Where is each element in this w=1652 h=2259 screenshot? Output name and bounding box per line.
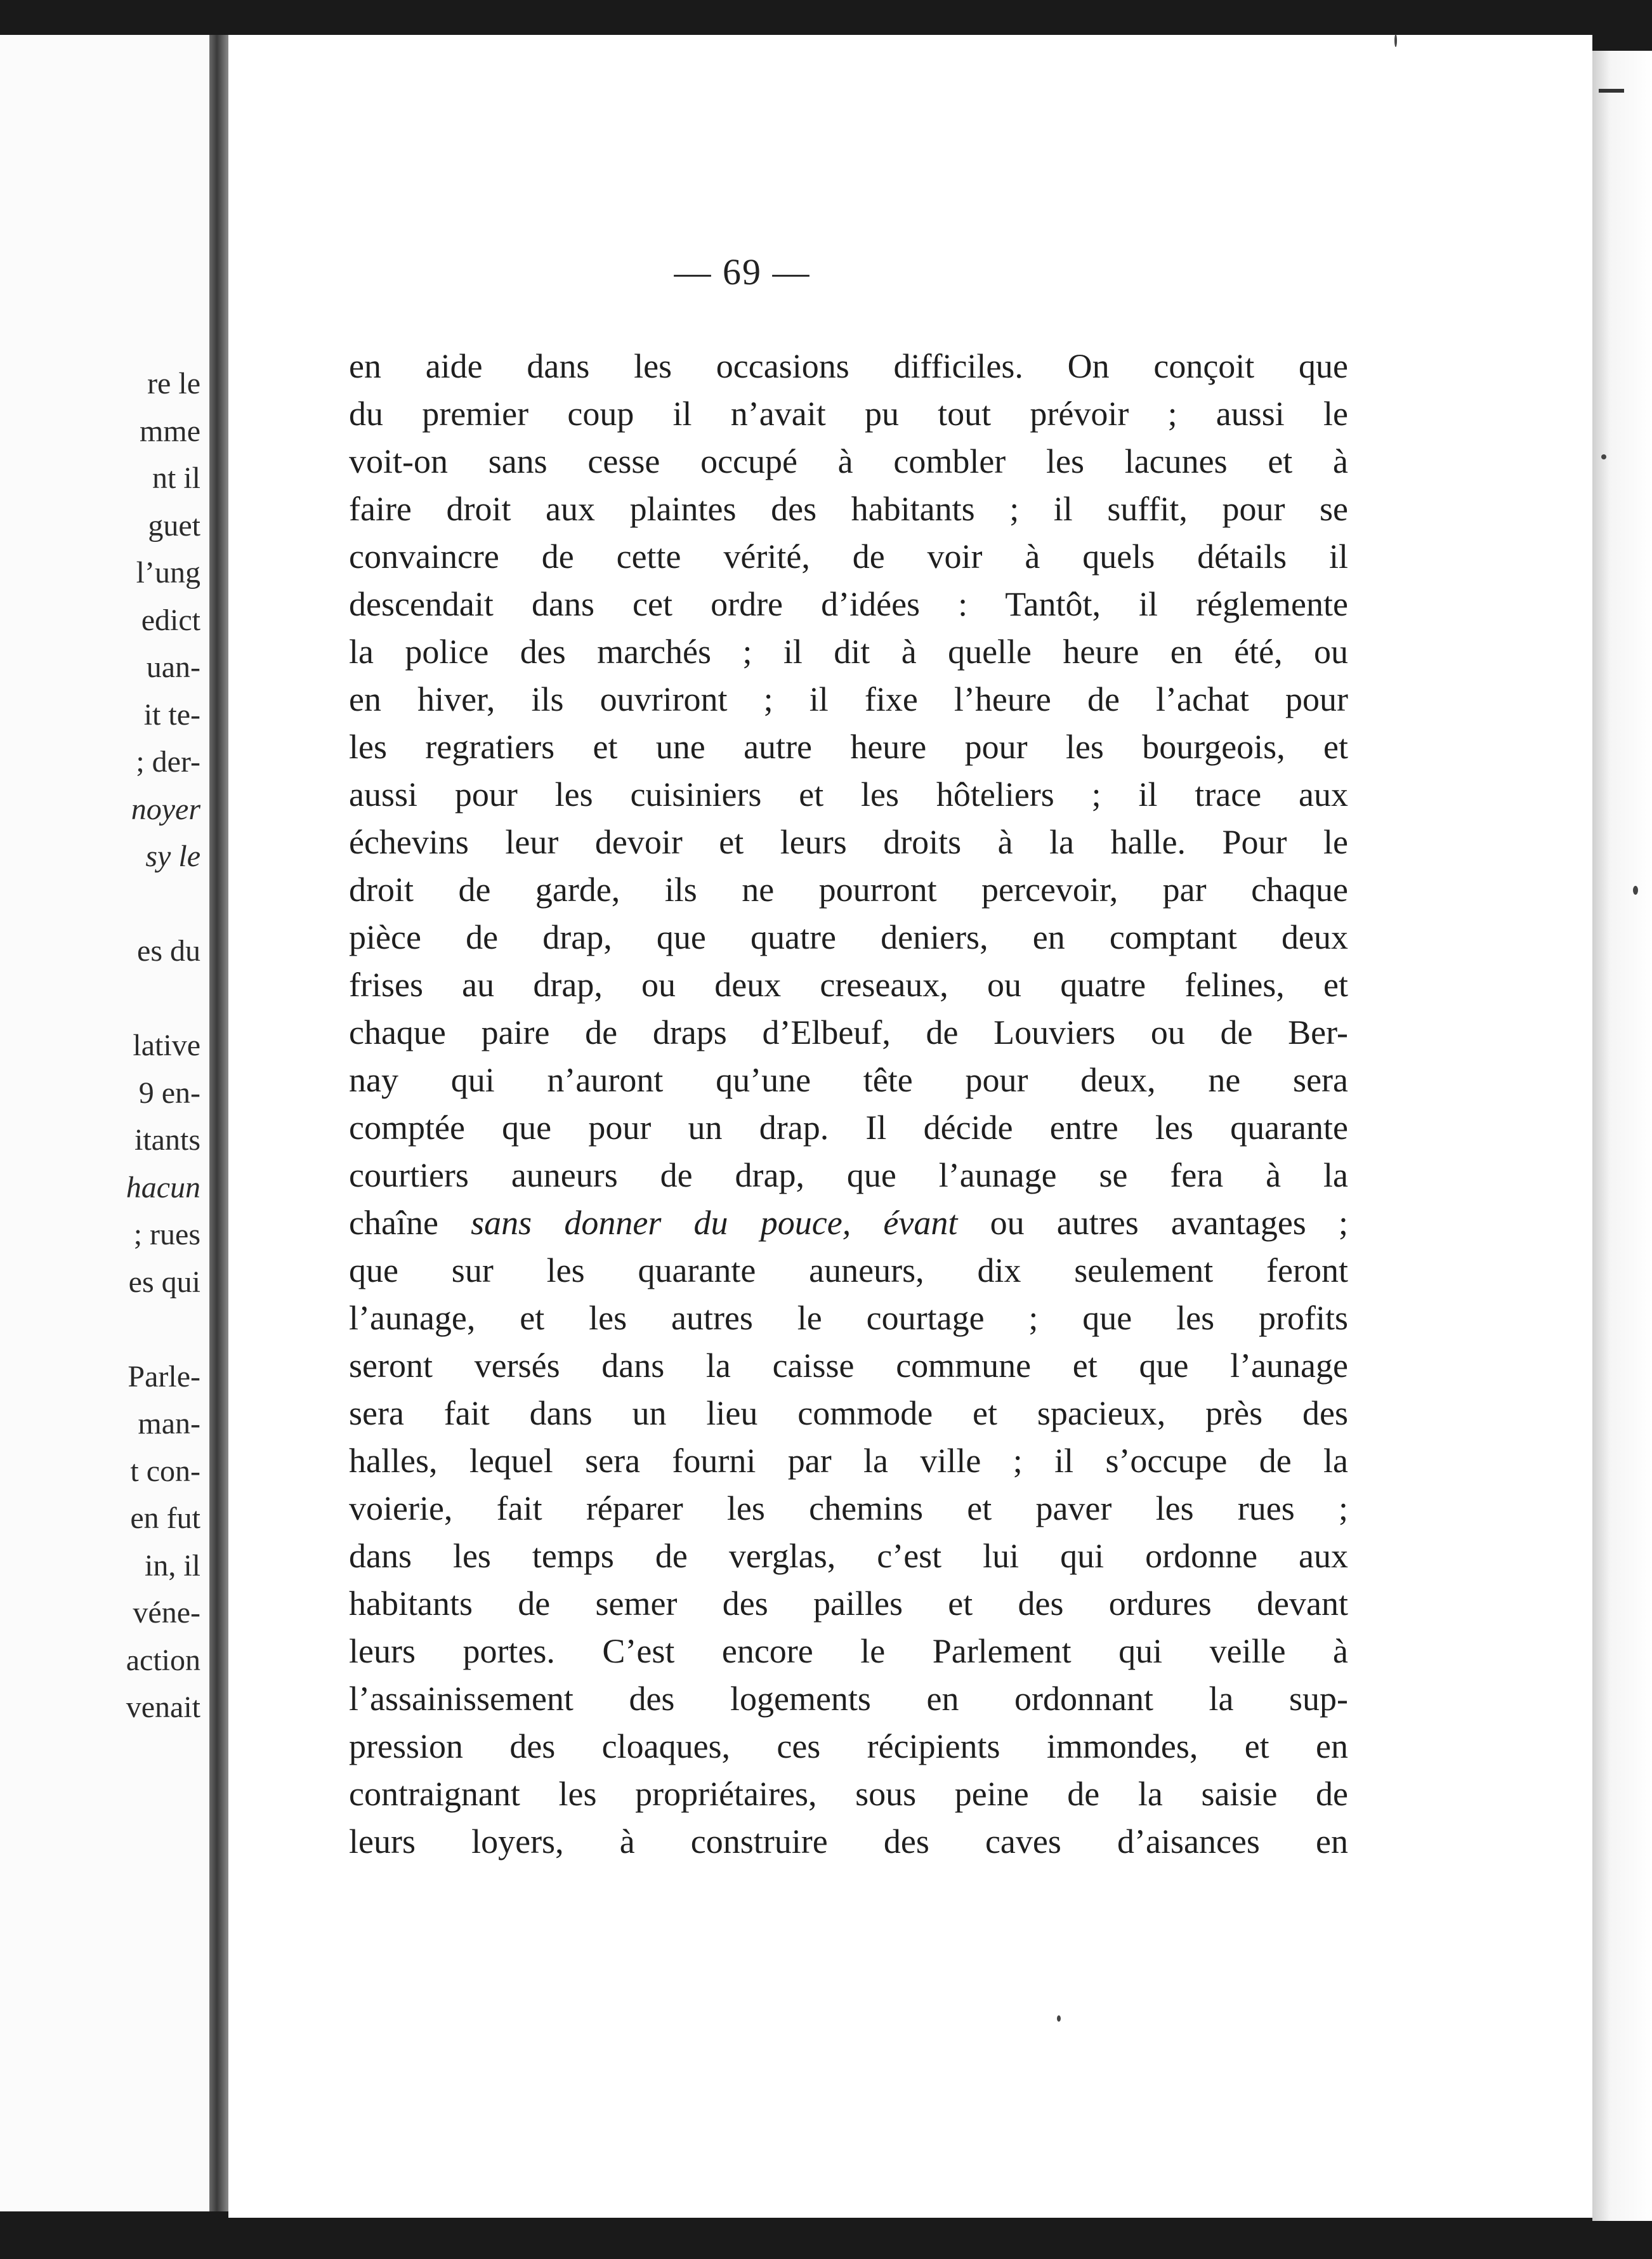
text-line — [349, 723, 1348, 770]
text-line — [349, 438, 1348, 485]
text-segment: pièce de drap, que quatre deniers, en comptant deux — [349, 918, 1348, 956]
text-segment: ou autres avantages ; — [957, 1204, 1349, 1242]
book-page — [228, 35, 1592, 2218]
left-page-fragment: edict — [141, 603, 200, 637]
left-page-fragment: man- — [138, 1407, 200, 1440]
text-segment: nay qui n’auront qu’une tête pour deux, ne sera — [349, 1061, 1348, 1099]
text-segment: leurs loyers, à construire des caves d’aisances en — [349, 1822, 1348, 1861]
left-page-fragment: es du — [137, 934, 200, 968]
left-page-fragment: en fut — [130, 1501, 200, 1535]
text-segment: chaîne — [349, 1204, 471, 1242]
text-segment: chaque paire de draps d’Elbeuf, de Louviers ou de Ber- — [349, 1013, 1348, 1051]
text-line — [349, 390, 1348, 437]
text-segment: convaincre de cette vérité, de voir à quels détails il — [349, 537, 1348, 576]
left-page-fragment: in, il — [144, 1548, 200, 1583]
text-segment: frises au drap, ou deux creseaux, ou quatre felines, et — [349, 966, 1348, 1004]
left-page-fragment: véne- — [133, 1596, 200, 1630]
edge-mark — [1599, 89, 1624, 93]
left-page-fragment: noyer — [131, 792, 200, 826]
text-line — [349, 1199, 1348, 1246]
previous-page-edge — [0, 35, 209, 2211]
left-page-fragment: nt il — [152, 461, 200, 495]
text-line — [349, 1628, 1348, 1675]
text-segment: courtiers auneurs de drap, que l’aunage se fera à la — [349, 1156, 1348, 1194]
left-page-fragment: l’ung — [136, 556, 200, 589]
text-segment: aussi pour les cuisiniers et les hôteliers ; il trace aux — [349, 775, 1348, 813]
left-page-fragment: re le — [147, 367, 200, 400]
text-line — [349, 628, 1348, 675]
left-page-fragment: ; rues — [133, 1218, 200, 1251]
text-line — [349, 1723, 1348, 1770]
text-segment: pression des cloaques, ces récipients immondes, et en — [349, 1727, 1348, 1765]
left-page-fragment: venait — [126, 1690, 200, 1724]
text-line — [349, 1009, 1348, 1056]
left-page-fragment: action — [126, 1643, 200, 1677]
text-segment: faire droit aux plaintes des habitants ; il suffit, pour se — [349, 490, 1348, 528]
text-line — [349, 676, 1348, 723]
book-gutter — [209, 35, 228, 2211]
italic-phrase: sans donner du pouce, évant — [471, 1204, 958, 1242]
text-segment: la police des marchés ; il dit à quelle heure en été, ou — [349, 633, 1348, 671]
text-segment: échevins leur devoir et leurs droits à la halle. Pour le — [349, 823, 1348, 861]
text-line — [349, 961, 1348, 1008]
text-segment: droit de garde, ils ne pourront percevoir, par chaque — [349, 871, 1348, 909]
text-segment: contraignant les propriétaires, sous peine de la saisie de — [349, 1775, 1348, 1813]
text-line — [349, 1057, 1348, 1103]
left-page-fragment: itants — [134, 1123, 200, 1157]
text-segment: leurs portes. C’est encore le Parlement qui veille à — [349, 1632, 1348, 1670]
scan-speck — [1633, 886, 1638, 895]
text-segment: comptée que pour un drap. Il décide entre les quarante — [349, 1109, 1348, 1147]
left-page-fragment: guet — [148, 508, 200, 543]
text-line — [349, 1390, 1348, 1437]
left-page-fragment: it te- — [143, 697, 200, 732]
text-segment: en hiver, ils ouvriront ; il fixe l’heure de l’achat pour — [349, 680, 1348, 718]
scan-speck — [1057, 2015, 1061, 2022]
page-number: — 69 — — [674, 251, 811, 293]
left-page-fragment: mme — [140, 414, 200, 448]
left-page-fragment: Parle- — [128, 1359, 200, 1393]
left-page-fragment: lative — [133, 1029, 200, 1062]
text-segment: voierie, fait réparer les chemins et paver les rues ; — [349, 1489, 1348, 1527]
text-segment: seront versés dans la caisse commune et que l’aunage — [349, 1347, 1348, 1385]
next-leaf-edge — [1592, 51, 1652, 2221]
text-segment: l’aunage, et les autres le courtage ; que les profits — [349, 1299, 1348, 1337]
text-line — [349, 1152, 1348, 1199]
text-segment: les regratiers et une autre heure pour les bourgeois, et — [349, 728, 1348, 766]
left-page-fragment: sy le — [145, 840, 200, 873]
left-page-fragment: uan- — [146, 650, 200, 684]
text-segment: dans les temps de verglas, c’est lui qui ordonne aux — [349, 1537, 1348, 1575]
text-segment: voit-on sans cesse occupé à combler les lacunes et à — [349, 442, 1348, 480]
text-segment: sera fait dans un lieu commode et spacieux, près des — [349, 1394, 1348, 1432]
text-segment: en aide dans les occasions difficiles. On conçoit que — [349, 347, 1348, 385]
text-segment: habitants de semer des pailles et des ordures devant — [349, 1584, 1348, 1623]
text-line — [349, 343, 1348, 390]
text-line — [349, 866, 1348, 913]
scan-speck — [1394, 34, 1397, 47]
text-line — [349, 1818, 1348, 1865]
text-line — [349, 1437, 1348, 1484]
text-segment: du premier coup il n’avait pu tout prévoir ; aussi le — [349, 395, 1348, 433]
text-line — [349, 1104, 1348, 1151]
scan-speck — [1601, 454, 1606, 459]
text-line — [349, 581, 1348, 628]
text-line — [349, 1675, 1348, 1722]
text-line — [349, 1247, 1348, 1294]
left-page-fragment: es qui — [128, 1265, 200, 1299]
text-segment: l’assainissement des logements en ordonnant la sup- — [349, 1680, 1348, 1718]
text-segment: halles, lequel sera fourni par la ville ; il s’occupe de la — [349, 1442, 1348, 1480]
left-page-fragment: ; der- — [136, 745, 200, 779]
text-line — [349, 1294, 1348, 1341]
text-line — [349, 1485, 1348, 1532]
text-line — [349, 914, 1348, 961]
text-line — [349, 1342, 1348, 1389]
text-line — [349, 1770, 1348, 1817]
text-segment: descendait dans cet ordre d’idées : Tantôt, il réglemente — [349, 585, 1348, 623]
left-page-fragment: 9 en- — [138, 1076, 200, 1110]
text-segment: que sur les quarante auneurs, dix seulement feront — [349, 1251, 1348, 1289]
text-line — [349, 533, 1348, 580]
text-line — [349, 1532, 1348, 1579]
left-page-fragment: t con- — [130, 1454, 200, 1488]
text-line — [349, 771, 1348, 818]
left-page-fragment: hacun — [126, 1170, 200, 1204]
text-line — [349, 1580, 1348, 1627]
text-line — [349, 485, 1348, 532]
text-line — [349, 819, 1348, 866]
